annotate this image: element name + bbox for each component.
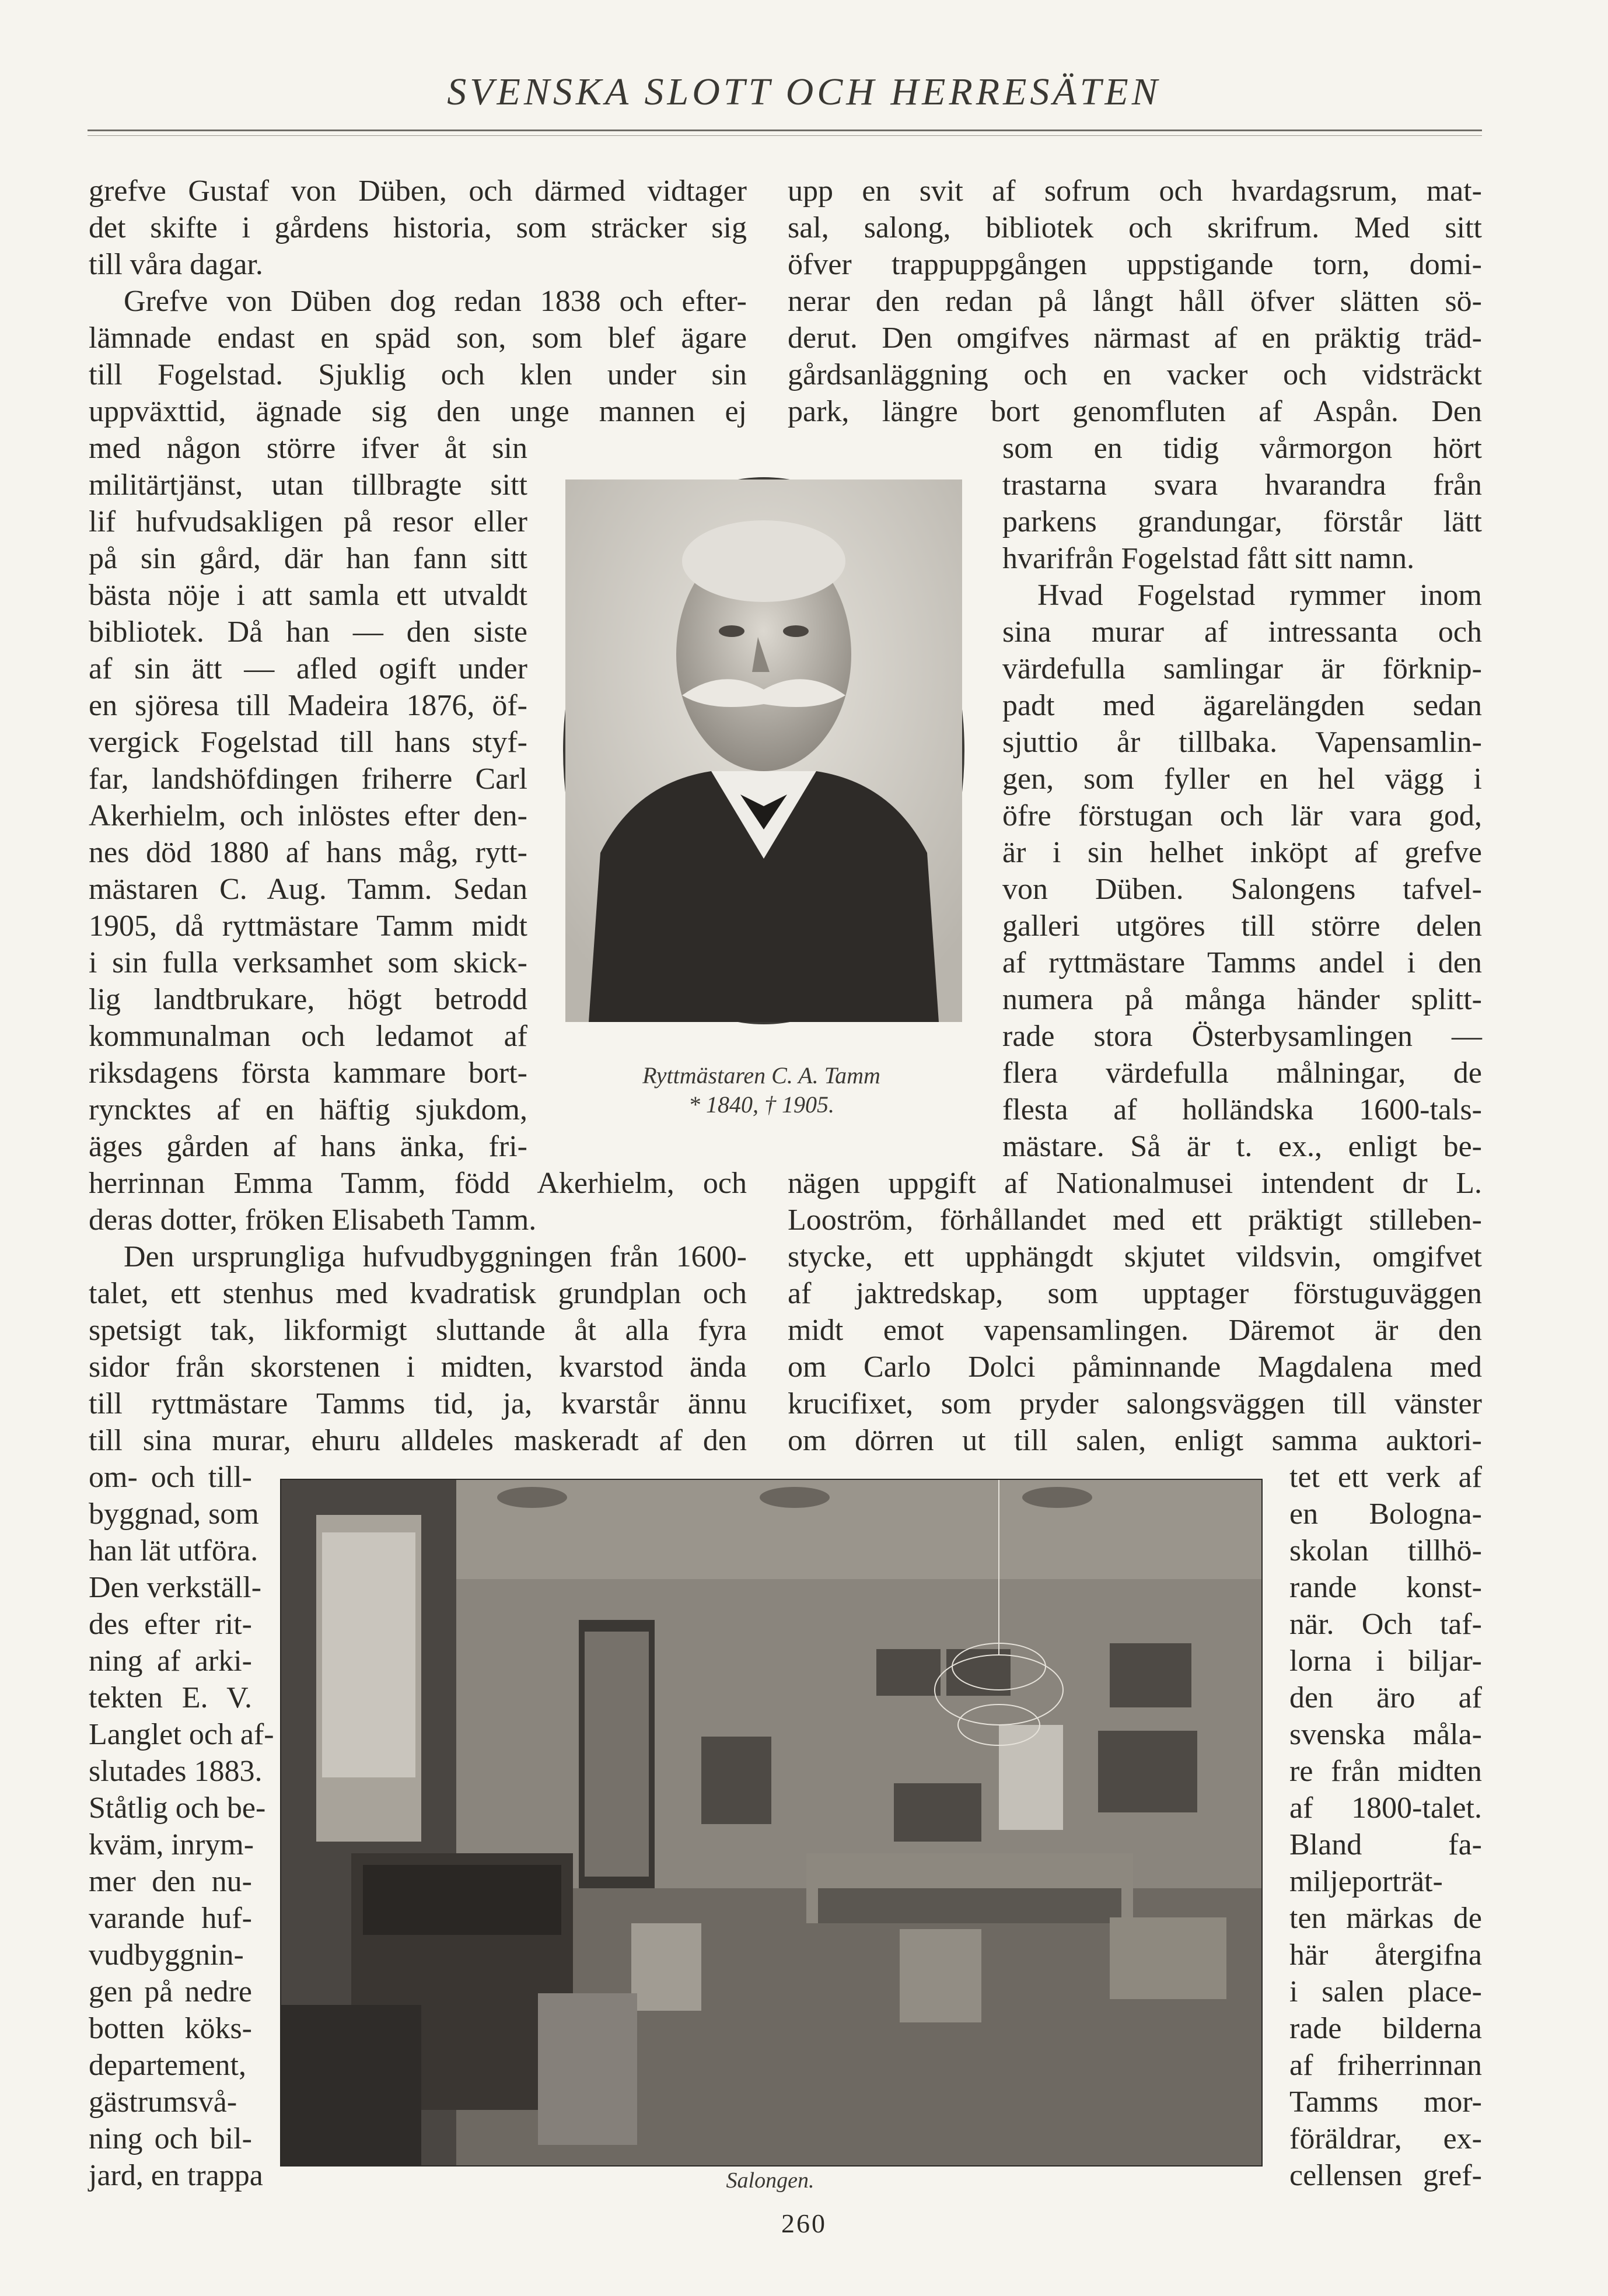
text-line: öfver trappuppgången uppstigande torn, domi-	[788, 248, 1482, 281]
text-line: äges gården af hans änka, fri-	[89, 1130, 527, 1163]
text-line: Tamms mor-	[1289, 2085, 1482, 2119]
text-line: jard, en trappa	[89, 2159, 263, 2192]
text-line: Ståtlig och be-	[89, 1791, 266, 1825]
right-column-top	[788, 173, 1482, 430]
text-line: ten märkas de	[1289, 1902, 1482, 1935]
header-rule	[88, 130, 1482, 131]
text-line: af friherrinnan	[1289, 2049, 1482, 2082]
text-line: talet, ett stenhus med kvadratisk grundplan och	[89, 1277, 747, 1310]
text-line: spetsigt tak, likformigt sluttande åt alla fyra	[89, 1314, 747, 1347]
text-line: gen på nedre	[89, 1975, 252, 2008]
text-line: nerar den redan på långt håll öfver slätten sö-	[788, 285, 1482, 318]
text-line: padt med ägarelängden sedan	[1002, 689, 1482, 722]
text-line: om Carlo Dolci påminnande Magdalena med	[788, 1350, 1482, 1384]
right-column-side	[1289, 1459, 1482, 2194]
text-line: till ryttmästare Tamms tid, ja, kvarstår ännu	[89, 1387, 747, 1420]
text-line: är i sin helhet inköpt af grefve	[1002, 836, 1482, 869]
text-line: slutades 1883.	[89, 1755, 263, 1788]
text-line: Den ursprungliga hufvudbyggningen från 1600-	[124, 1240, 747, 1273]
text-line: gårdsanläggning och en vacker och vidsträckt	[788, 358, 1482, 391]
text-line: sidor från skorstenen i midten, kvarstod ända	[89, 1350, 747, 1384]
text-line: Bland fa-	[1289, 1828, 1482, 1861]
text-line: tekten E. V.	[89, 1681, 252, 1714]
left-column-bottom	[89, 1165, 747, 1459]
left-column-top	[89, 173, 747, 430]
text-line: Grefve von Düben dog redan 1838 och efter-	[124, 285, 747, 318]
text-line: cellensen gref-	[1289, 2159, 1482, 2192]
text-line: grefve Gustaf von Düben, och därmed vidtager	[89, 174, 747, 208]
text-line: gästrumsvå-	[89, 2085, 237, 2119]
text-line: svenska måla-	[1289, 1718, 1482, 1751]
page-number: 260	[781, 2208, 827, 2238]
text-line: flera värdefulla målningar, de	[1002, 1056, 1482, 1090]
text-line: den äro af	[1289, 1681, 1482, 1714]
text-line: här återgifna	[1289, 1938, 1482, 1972]
text-line: på sin gård, där han fann sitt	[89, 542, 527, 575]
portrait-caption-name: Ryttmästaren C. A. Tamm	[642, 1062, 880, 1088]
text-line: departement,	[89, 2049, 246, 2082]
text-line: byggnad, som	[89, 1497, 259, 1531]
salon-caption: Salongen.	[726, 2168, 815, 2193]
text-line: af sin ätt — afled ogift under	[89, 652, 527, 685]
text-line: nägen uppgift af Nationalmusei intendent dr L.	[788, 1167, 1482, 1200]
text-line: trastarna svara hvarandra från	[1002, 468, 1482, 502]
portrait-caption-dates: * 1840, † 1905.	[688, 1091, 834, 1118]
text-line: stycke, ett upphängdt skjutet vildsvin, omgifvet	[788, 1240, 1482, 1273]
text-line: en Bologna-	[1289, 1497, 1482, 1531]
text-line: flesta af holländska 1600-tals-	[1002, 1093, 1482, 1126]
text-line: af ryttmästare Tamms andel i den	[1002, 946, 1482, 979]
text-line: af jaktredskap, som upptager förstuguväggen	[788, 1277, 1482, 1310]
text-line: numera på många händer splitt-	[1002, 983, 1482, 1016]
text-line: Looström, förhållandet med ett präktigt stilleben-	[788, 1203, 1482, 1237]
text-line: uppväxttid, ägnade sig den unge mannen ej	[89, 395, 747, 428]
text-line: en sjöresa till Madeira 1876, öf-	[89, 689, 527, 722]
text-line: galleri utgöres till större delen	[1002, 909, 1482, 943]
text-line: krucifixet, som pryder salongsväggen till vänster	[788, 1387, 1482, 1420]
text-line: Den verkställ-	[89, 1571, 262, 1604]
text-line: kväm, inrym-	[89, 1828, 254, 1861]
text-line: parkens grandungar, förstår lätt	[1002, 505, 1482, 538]
text-line: upp en svit af sofrum och hvardagsrum, mat-	[788, 174, 1482, 208]
text-line: derut. Den omgifves närmast af en präktig träd-	[788, 321, 1482, 355]
text-line: re från midten	[1289, 1755, 1482, 1788]
text-line: till sina murar, ehuru alldeles maskeradt af den	[89, 1424, 747, 1457]
text-line: herrinnan Emma Tamm, född Akerhielm, och	[89, 1167, 747, 1200]
text-line: ning och bil-	[89, 2122, 252, 2155]
text-line: öfre förstugan och lär vara god,	[1002, 799, 1482, 832]
text-line: bibliotek. Då han — den siste	[89, 615, 527, 649]
text-line: sjuttio år tillbaka. Vapensamlin-	[1002, 726, 1482, 759]
text-line: miljeporträt-	[1289, 1865, 1443, 1898]
text-line: rade stora Österbysamlingen —	[1002, 1020, 1482, 1053]
text-line: nes död 1880 af hans måg, rytt-	[89, 836, 527, 869]
text-line: sina murar af intressanta och	[1002, 615, 1482, 649]
text-line: lorna i biljar-	[1289, 1644, 1482, 1678]
text-line: i sin fulla verksamhet som skick-	[89, 946, 527, 979]
salon-image	[281, 1480, 1261, 2165]
text-line: om- och till-	[89, 1461, 252, 1494]
text-line: han lät utföra.	[89, 1534, 258, 1567]
text-line: midt emot vapensamlingen. Däremot är den	[788, 1314, 1482, 1347]
text-line: vergick Fogelstad till hans styf-	[89, 726, 527, 759]
text-line: ryncktes af en häftig sjukdom,	[89, 1093, 527, 1126]
text-line: föräldrar, ex-	[1289, 2122, 1482, 2155]
text-line: von Düben. Salongens tafvel-	[1002, 873, 1482, 906]
text-line: deras dotter, fröken Elisabeth Tamm.	[89, 1203, 537, 1237]
text-line: sal, salong, bibliotek och skrifrum. Med sitt	[788, 211, 1482, 244]
portrait-photo	[563, 477, 964, 1024]
text-line: gen, som fyller en hel vägg i	[1002, 762, 1482, 796]
text-line: rade bilderna	[1289, 2012, 1482, 2045]
text-line: värdefulla samlingar är förknip-	[1002, 652, 1482, 685]
text-line: varande huf-	[89, 1902, 252, 1935]
text-line: om dörren ut till salen, enligt samma auktori-	[788, 1424, 1482, 1457]
text-line: mer den nu-	[89, 1865, 252, 1898]
text-line: när. Och taf-	[1289, 1608, 1482, 1641]
text-line: bästa nöje i att samla ett utvaldt	[89, 579, 527, 612]
right-column-bottom	[788, 1165, 1482, 1459]
text-line: skolan tillhö-	[1289, 1534, 1482, 1567]
text-line: des efter rit-	[89, 1608, 252, 1641]
salon-photo	[280, 1479, 1263, 2166]
text-line: lig landtbrukare, högt betrodd	[89, 983, 527, 1016]
text-line: 1905, då ryttmästare Tamm midt	[89, 909, 527, 943]
text-line: i salen place-	[1289, 1975, 1482, 2008]
text-line: kommunalman och ledamot af	[89, 1020, 527, 1053]
text-line: hvarifrån Fogelstad fått sitt namn.	[1002, 542, 1415, 575]
text-line: till Fogelstad. Sjuklig och klen under sin	[89, 358, 747, 391]
text-line: med någon större ifver åt sin	[89, 432, 527, 465]
text-line: lif hufvudsakligen på resor eller	[89, 505, 527, 538]
left-column-narrow	[89, 430, 527, 1165]
text-line: riksdagens första kammare bort-	[89, 1056, 527, 1090]
text-line: rande konst-	[1289, 1571, 1482, 1604]
text-line: park, längre bort genomfluten af Aspån. Den	[788, 395, 1482, 428]
text-line: som en tidig vårmorgon hört	[1002, 432, 1482, 465]
text-line: Langlet och af-	[89, 1718, 274, 1751]
text-line: mästare. Så är t. ex., enligt be-	[1002, 1130, 1482, 1163]
text-line: mästaren C. Aug. Tamm. Sedan	[89, 873, 527, 906]
text-line: far, landshöfdingen friherre Carl	[89, 762, 527, 796]
header-rule-thin	[88, 135, 1482, 136]
text-line: tet ett verk af	[1289, 1461, 1482, 1494]
text-line: det skifte i gårdens historia, som sträcker sig	[89, 211, 747, 244]
portrait-image	[565, 480, 962, 1022]
text-line: botten köks-	[89, 2012, 252, 2045]
text-line: Hvad Fogelstad rymmer inom	[1037, 579, 1482, 612]
text-line: vudbyggnin-	[89, 1938, 244, 1972]
running-head: SVENSKA SLOTT OCH HERRESÄTEN	[447, 71, 1161, 113]
right-column-narrow	[1002, 430, 1482, 1165]
text-line: ning af arki-	[89, 1644, 252, 1678]
left-column-side	[89, 1459, 274, 2194]
text-line: militärtjänst, utan tillbragte sitt	[89, 468, 527, 502]
text-line: till våra dagar.	[89, 248, 263, 281]
text-line: Akerhielm, och inlöstes efter den-	[89, 799, 527, 832]
text-line: af 1800-talet.	[1289, 1791, 1482, 1825]
text-line: lämnade endast en späd son, som blef ägare	[89, 321, 747, 355]
